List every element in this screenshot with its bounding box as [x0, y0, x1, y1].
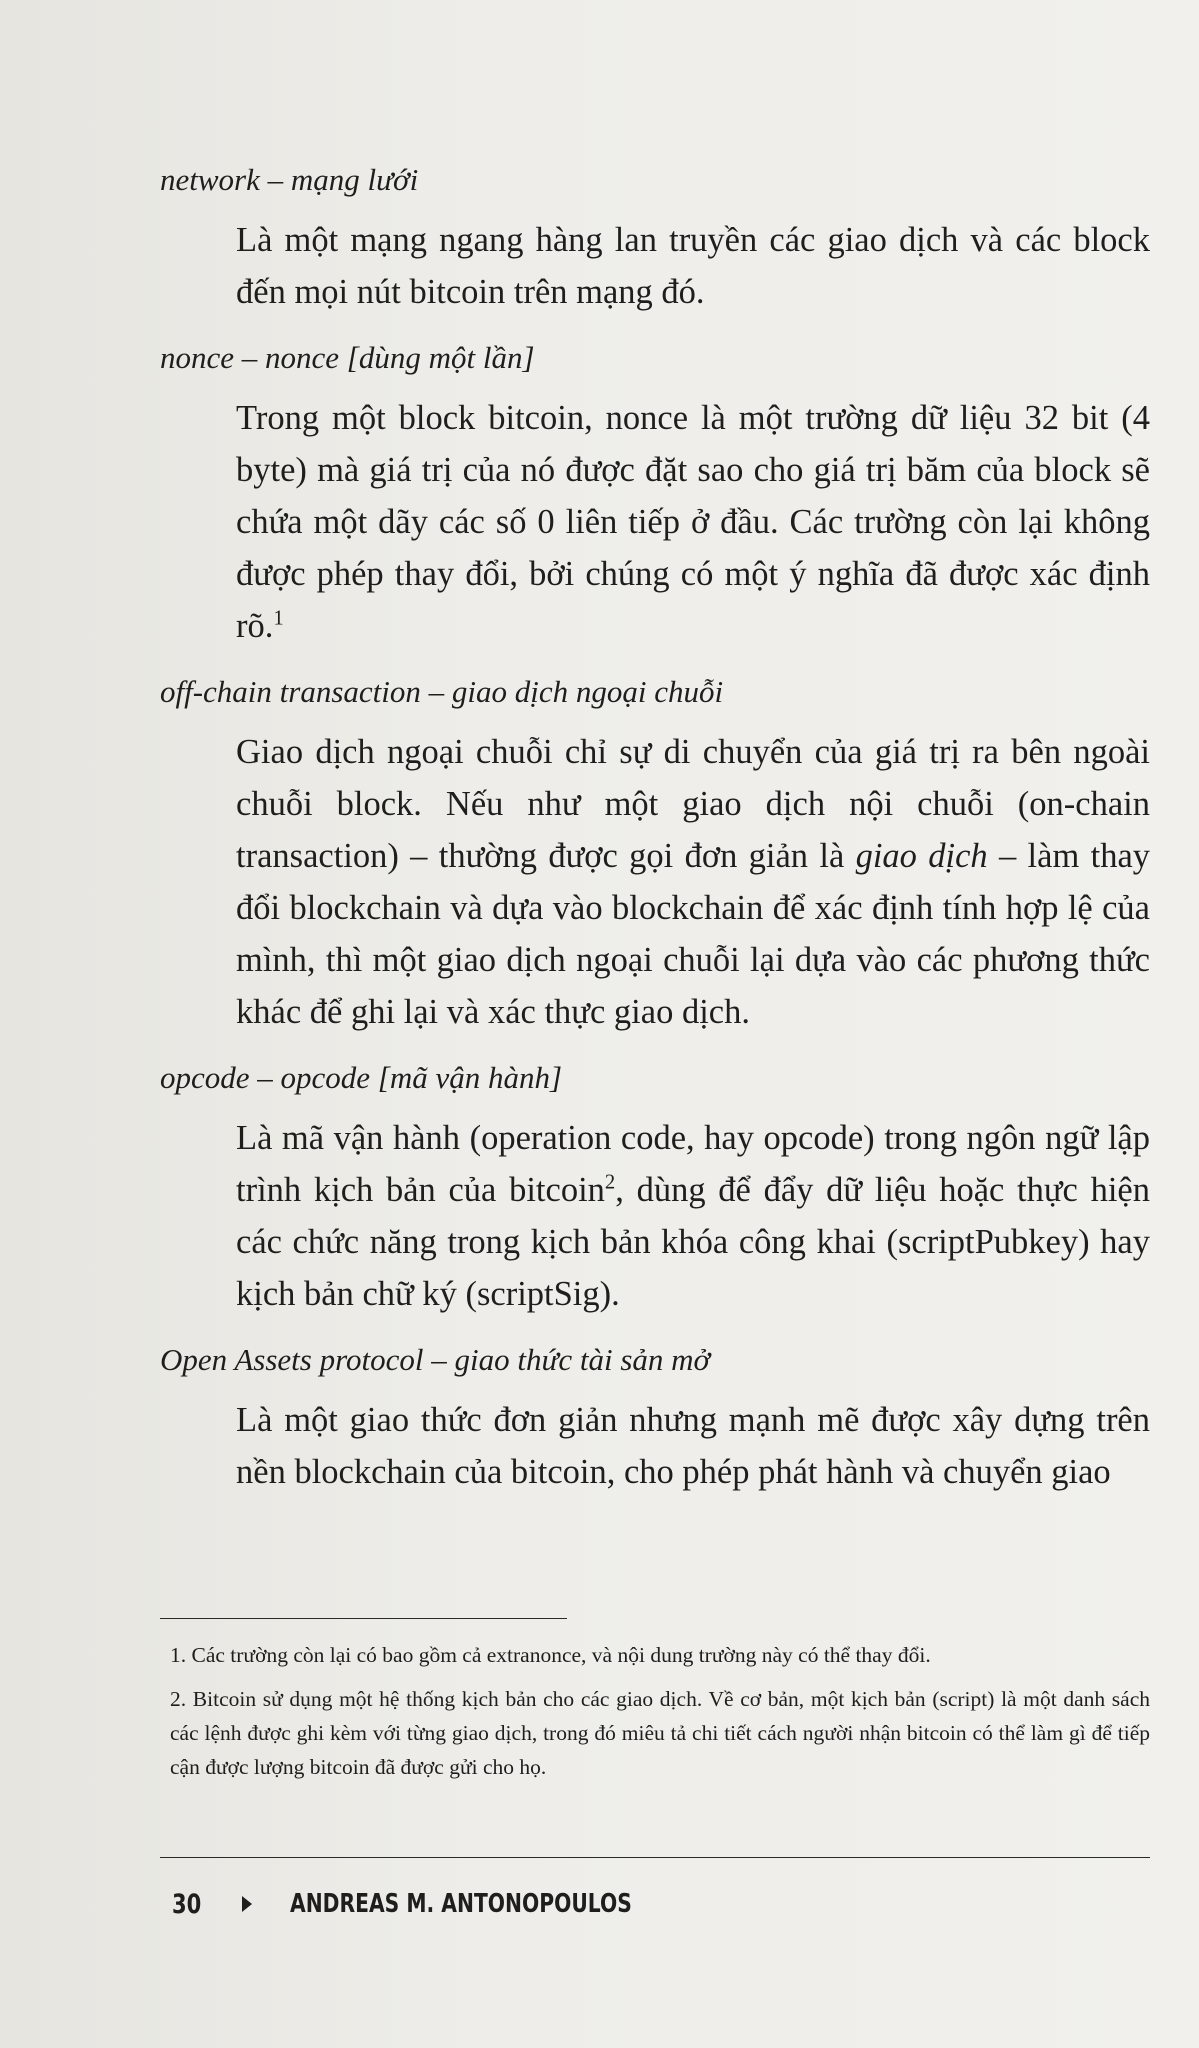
entry-definition: Là một mạng ngang hàng lan truyền các giao dịch và các block đến mọi nút bitcoin trên mạng đó.	[236, 221, 1150, 311]
glossary-entry-open-assets-protocol	[160, 1338, 1150, 1498]
footnote-ref: 1	[273, 607, 284, 630]
entry-term: Open Assets protocol – giao thức tài sản mở	[160, 1342, 711, 1377]
entry-definition	[236, 1112, 1150, 1320]
glossary-entries	[160, 158, 1150, 1516]
page-footer	[172, 1884, 728, 1924]
definition-italic-text: giao dịch	[855, 837, 988, 875]
definition-text: , dùng để đẩy dữ liệu hoặc thực hiện các chức năng trong kịch bản khóa công khai (scriptPubkey) hay kịch bản chữ ký (scriptSig).	[236, 1171, 1150, 1313]
footnote-2: 2. Bitcoin sử dụng một hệ thống kịch bản cho các giao dịch. Về cơ bản, một kịch bản (script) là một danh sách các lệnh được ghi kèm với từng giao dịch, trong đó miêu tả chi tiết cách người nhận bitcoin có thể làm gì để tiếp cận được lượng bitcoin đã được gửi cho họ.	[170, 1687, 1150, 1779]
author-name: ANDREAS M. ANTONOPOULOS	[290, 1889, 632, 1919]
footnote-1: 1. Các trường còn lại có bao gồm cả extranonce, và nội dung trường này có thể thay đổi.	[170, 1643, 931, 1667]
triangle-right-icon	[242, 1896, 252, 1912]
glossary-entry-off-chain-transaction	[160, 670, 1150, 1038]
glossary-entry-network	[160, 158, 1150, 318]
page-number: 30	[172, 1888, 202, 1920]
definition-text: – làm thay đổi blockchain và dựa vào blockchain để xác định tính hợp lệ của mình, thì một giao dịch ngoại chuỗi lại dựa vào các phương thức khác để ghi lại và xác thực giao dịch.	[236, 837, 1151, 1031]
footnote-divider	[160, 1618, 567, 1619]
entry-definition: Là một giao thức đơn giản nhưng mạnh mẽ được xây dựng trên nền blockchain của bitcoin, cho phép phát hành và chuyển giao	[236, 1401, 1150, 1491]
footnote-ref: 2	[604, 1171, 616, 1194]
footer-divider	[160, 1857, 1150, 1858]
entry-term: network – mạng lưới	[160, 162, 419, 197]
entry-term: opcode – opcode [mã vận hành]	[160, 1060, 563, 1095]
glossary-entry-opcode	[160, 1056, 1150, 1320]
definition-text: Giao dịch ngoại chuỗi chỉ sự di chuyển của giá trị ra bên ngoài chuỗi block. Nếu như một giao dịch nội chuỗi (on-chain transaction) – thường được gọi đơn giản là	[236, 733, 1150, 875]
definition-text: Trong một block bitcoin, nonce là một trường dữ liệu 32 bit (4 byte) mà giá trị của nó được đặt sao cho giá trị băm của block sẽ chứa một dãy các số 0 liên tiếp ở đầu. Các trường còn lại không được phép thay đổi, bởi chúng có một ý nghĩa đã được xác định rõ.	[236, 399, 1150, 645]
definition-text: Là mã vận hành (operation code, hay opcode) trong ngôn ngữ lập trình kịch bản của bitcoin	[236, 1119, 1150, 1209]
entry-definition	[236, 392, 1150, 652]
footnotes	[170, 1638, 1150, 1794]
entry-term: nonce – nonce [dùng một lần]	[160, 340, 535, 375]
entry-definition	[236, 726, 1150, 1038]
glossary-entry-nonce	[160, 336, 1150, 652]
entry-term: off-chain transaction – giao dịch ngoại chuỗi	[160, 674, 724, 709]
